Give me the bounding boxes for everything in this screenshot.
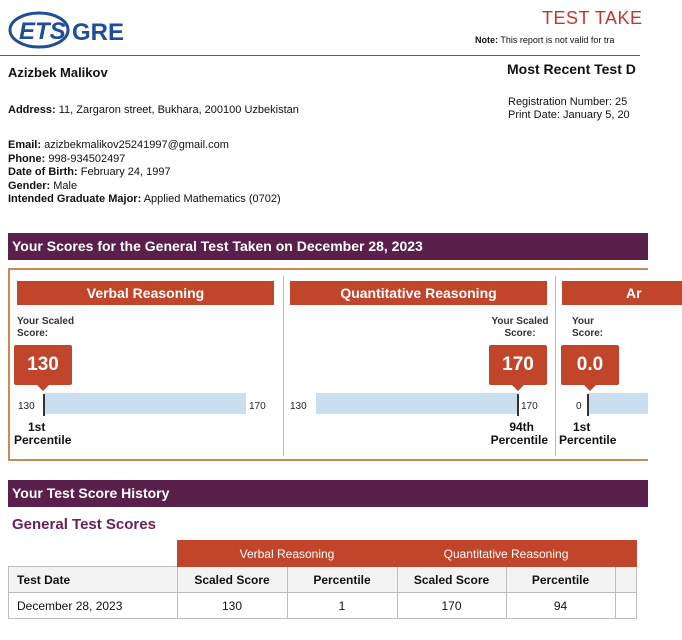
table-column-header-row	[9, 567, 637, 593]
history-section-title: Your Test Score History	[8, 480, 648, 507]
verbal-percentile: 1st Percentile	[14, 420, 72, 447]
contact-block	[8, 139, 281, 207]
cutoff-group-header	[615, 541, 636, 567]
dob-line: Date of Birth: February 24, 1997	[8, 166, 171, 179]
analytical-min-label: 0	[576, 401, 582, 412]
verbal-group-header: Verbal Reasoning	[177, 541, 397, 567]
email-line: Email: azizbekmalikov25241997@gmail.com	[8, 139, 229, 151]
svg-text:ETS: ETS	[19, 18, 66, 45]
quant-panel-title: Quantitative Reasoning	[290, 281, 547, 305]
analytical-range-bar	[588, 393, 648, 414]
panel-divider-2	[555, 276, 556, 456]
quant-score-marker	[517, 394, 519, 416]
registration-info	[508, 96, 630, 122]
verbal-max-label: 170	[249, 401, 266, 412]
general-test-scores-heading: General Test Scores	[12, 516, 156, 533]
col-header-test-date: Test Date	[9, 567, 178, 593]
table-row	[9, 593, 637, 619]
quant-range-bar	[316, 393, 518, 414]
cell-quant-scaled: 170	[397, 593, 506, 619]
table-group-header-row	[9, 541, 637, 567]
analytical-percentile: 1st Percentile	[559, 420, 617, 447]
cell-cutoff	[615, 593, 636, 619]
verbal-score-label: Your Scaled Score:	[17, 316, 75, 339]
quant-max-label: 170	[521, 401, 538, 412]
major-line: Intended Graduate Major: Applied Mathematics (0702)	[8, 193, 281, 206]
header-divider	[0, 55, 640, 56]
quant-score-badge: 170	[489, 345, 547, 385]
verbal-panel-title: Verbal Reasoning	[17, 281, 274, 305]
ets-gre-logo	[6, 8, 130, 52]
analytical-score-badge: 0.0	[561, 345, 619, 385]
col-header-verbal-percentile: Percentile	[287, 567, 397, 593]
gender-line: Gender: Male	[8, 179, 78, 192]
cell-verbal-scaled: 130	[177, 593, 287, 619]
empty-header-cell	[9, 541, 178, 567]
analytical-panel-title: Ar	[562, 281, 682, 305]
verbal-range-bar	[44, 393, 246, 414]
most-recent-test-heading: Most Recent Test D	[507, 61, 636, 77]
cell-quant-percentile: 94	[506, 593, 615, 619]
verbal-score-badge: 130	[14, 345, 72, 385]
col-header-quant-scaled: Scaled Score	[397, 567, 506, 593]
cell-test-date: December 28, 2023	[9, 593, 178, 619]
analytical-score-marker	[587, 394, 589, 416]
candidate-name: Azizbek Malikov	[8, 65, 108, 80]
col-header-verbal-scaled: Scaled Score	[177, 567, 287, 593]
registration-number: Registration Number: 25	[508, 96, 628, 108]
analytical-score-label: Your Score:	[572, 316, 604, 339]
score-history-table	[8, 540, 637, 619]
quant-min-label: 130	[290, 401, 307, 412]
report-title: TEST TAKE	[542, 8, 643, 28]
phone-line: Phone: 998-934502497	[8, 152, 126, 165]
svg-text:GRE: GRE	[72, 19, 125, 46]
cell-verbal-percentile: 1	[287, 593, 397, 619]
panel-divider-1	[283, 276, 284, 456]
quant-group-header: Quantitative Reasoning	[397, 541, 615, 567]
verbal-min-label: 130	[18, 401, 35, 412]
quant-percentile: 94th Percentile	[490, 420, 548, 447]
report-note: Note: This report is not valid for tra	[475, 35, 615, 45]
col-header-cutoff	[615, 567, 636, 593]
col-header-quant-percentile: Percentile	[506, 567, 615, 593]
scores-section-title: Your Scores for the General Test Taken on December 28, 2023	[8, 233, 648, 260]
address-line: Address: 11, Zargaron street, Bukhara, 200100 Uzbekistan	[8, 104, 299, 116]
print-date: Print Date: January 5, 20	[508, 109, 630, 121]
verbal-score-marker	[43, 394, 45, 416]
quant-score-label: Your Scaled Score:	[491, 316, 549, 339]
